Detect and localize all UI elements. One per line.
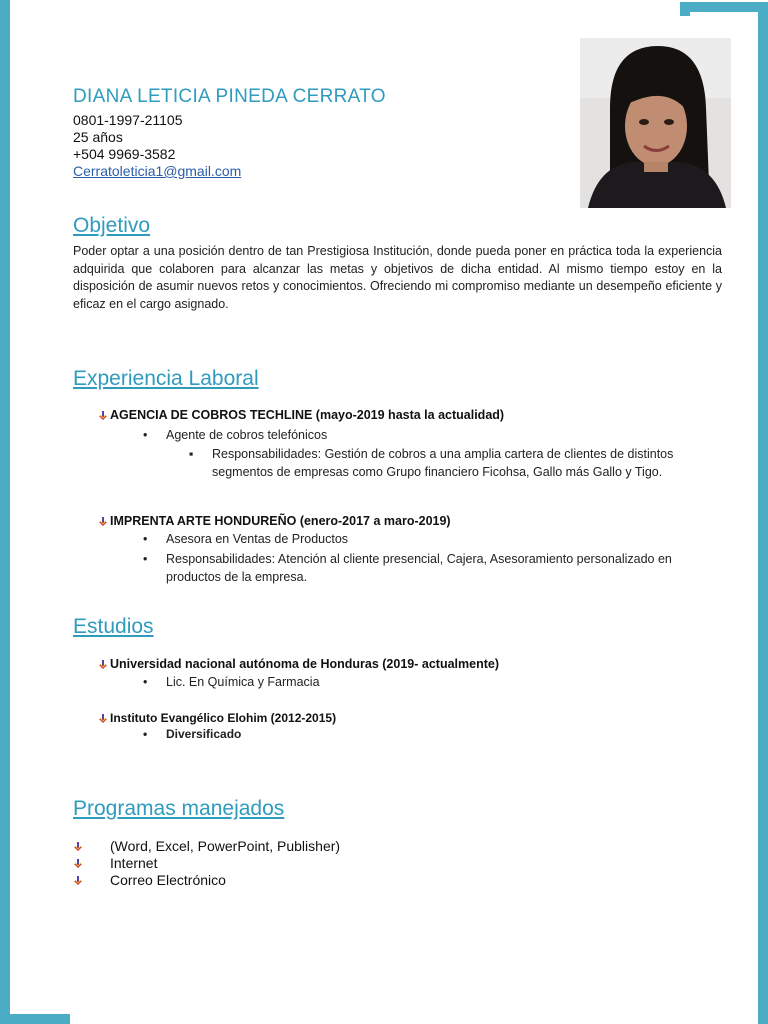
study-heading: Universidad nacional autónoma de Honduras (2019- actualmente) bbox=[97, 657, 499, 671]
contact-block bbox=[73, 112, 241, 180]
top-right-accent-bar bbox=[680, 2, 768, 12]
list-item: • Asesora en Ventas de Productos bbox=[143, 532, 349, 546]
profile-photo bbox=[580, 38, 731, 208]
list-subitem: ▪ Responsabilidades: Gestión de cobros a una amplia cartera de clientes de distintos segmentos de empresas como Grupo financiero Ficohsa, Gallo más Gallo y Tigo. bbox=[189, 447, 674, 479]
arrow-bullet-icon bbox=[97, 514, 109, 528]
bottom-accent-bar bbox=[0, 1014, 70, 1024]
full-name: DIANA LETICIA PINEDA CERRATO bbox=[73, 86, 386, 107]
study-heading: Instituto Evangélico Elohim (2012-2015) bbox=[97, 711, 336, 725]
left-accent-bar bbox=[0, 0, 10, 1024]
experiencia-heading: Experiencia Laboral bbox=[73, 367, 259, 390]
objetivo-heading: Objetivo bbox=[73, 214, 151, 237]
list-item: • Agente de cobros telefónicos bbox=[143, 428, 328, 442]
program-item: Internet bbox=[73, 855, 157, 871]
estudios-heading: Estudios bbox=[73, 615, 154, 638]
job-heading: IMPRENTA ARTE HONDUREÑO (enero-2017 a maro-2019) bbox=[97, 514, 451, 528]
age: 25 años bbox=[73, 129, 123, 145]
id-number: 0801-1997-21105 bbox=[73, 112, 183, 128]
programas-heading: Programas manejados bbox=[73, 797, 285, 820]
arrow-bullet-icon bbox=[73, 855, 110, 871]
list-item: • Lic. En Química y Farmacia bbox=[143, 675, 320, 689]
program-item: Correo Electrónico bbox=[73, 872, 226, 888]
list-item: • Diversificado bbox=[143, 727, 242, 741]
arrow-bullet-icon bbox=[73, 872, 110, 888]
list-item: • Responsabilidades: Atención al cliente presencial, Cajera, Asesoramiento personalizado en productos de la empresa. bbox=[143, 552, 672, 584]
arrow-bullet-icon bbox=[97, 657, 109, 671]
arrow-bullet-icon bbox=[97, 711, 109, 725]
arrow-bullet-icon bbox=[97, 408, 109, 422]
phone-number: +504 9969-3582 bbox=[73, 146, 176, 162]
profile-photo-illustration bbox=[580, 38, 731, 208]
program-item: (Word, Excel, PowerPoint, Publisher) bbox=[73, 838, 340, 854]
arrow-bullet-icon bbox=[73, 838, 110, 854]
job-heading: AGENCIA DE COBROS TECHLINE (mayo-2019 hasta la actualidad) bbox=[97, 408, 504, 422]
objetivo-text: Poder optar a una posición dentro de tan Prestigiosa Institución, donde pueda poner en práctica toda la experiencia adquirida que colaboren para alcanzar las metas y objetivos de dicha entidad. Al mismo tiempo estoy en la disposición de asumir nuevos retos y conocimientos. Ofreciendo mi compromiso mediante un desempeño eficiente y eficaz en el cargo asignado. bbox=[73, 244, 722, 311]
email-link[interactable]: Cerratoleticia1@gmail.com bbox=[73, 163, 242, 179]
right-accent-bar bbox=[758, 2, 768, 1024]
top-right-accent-tick bbox=[680, 2, 690, 16]
